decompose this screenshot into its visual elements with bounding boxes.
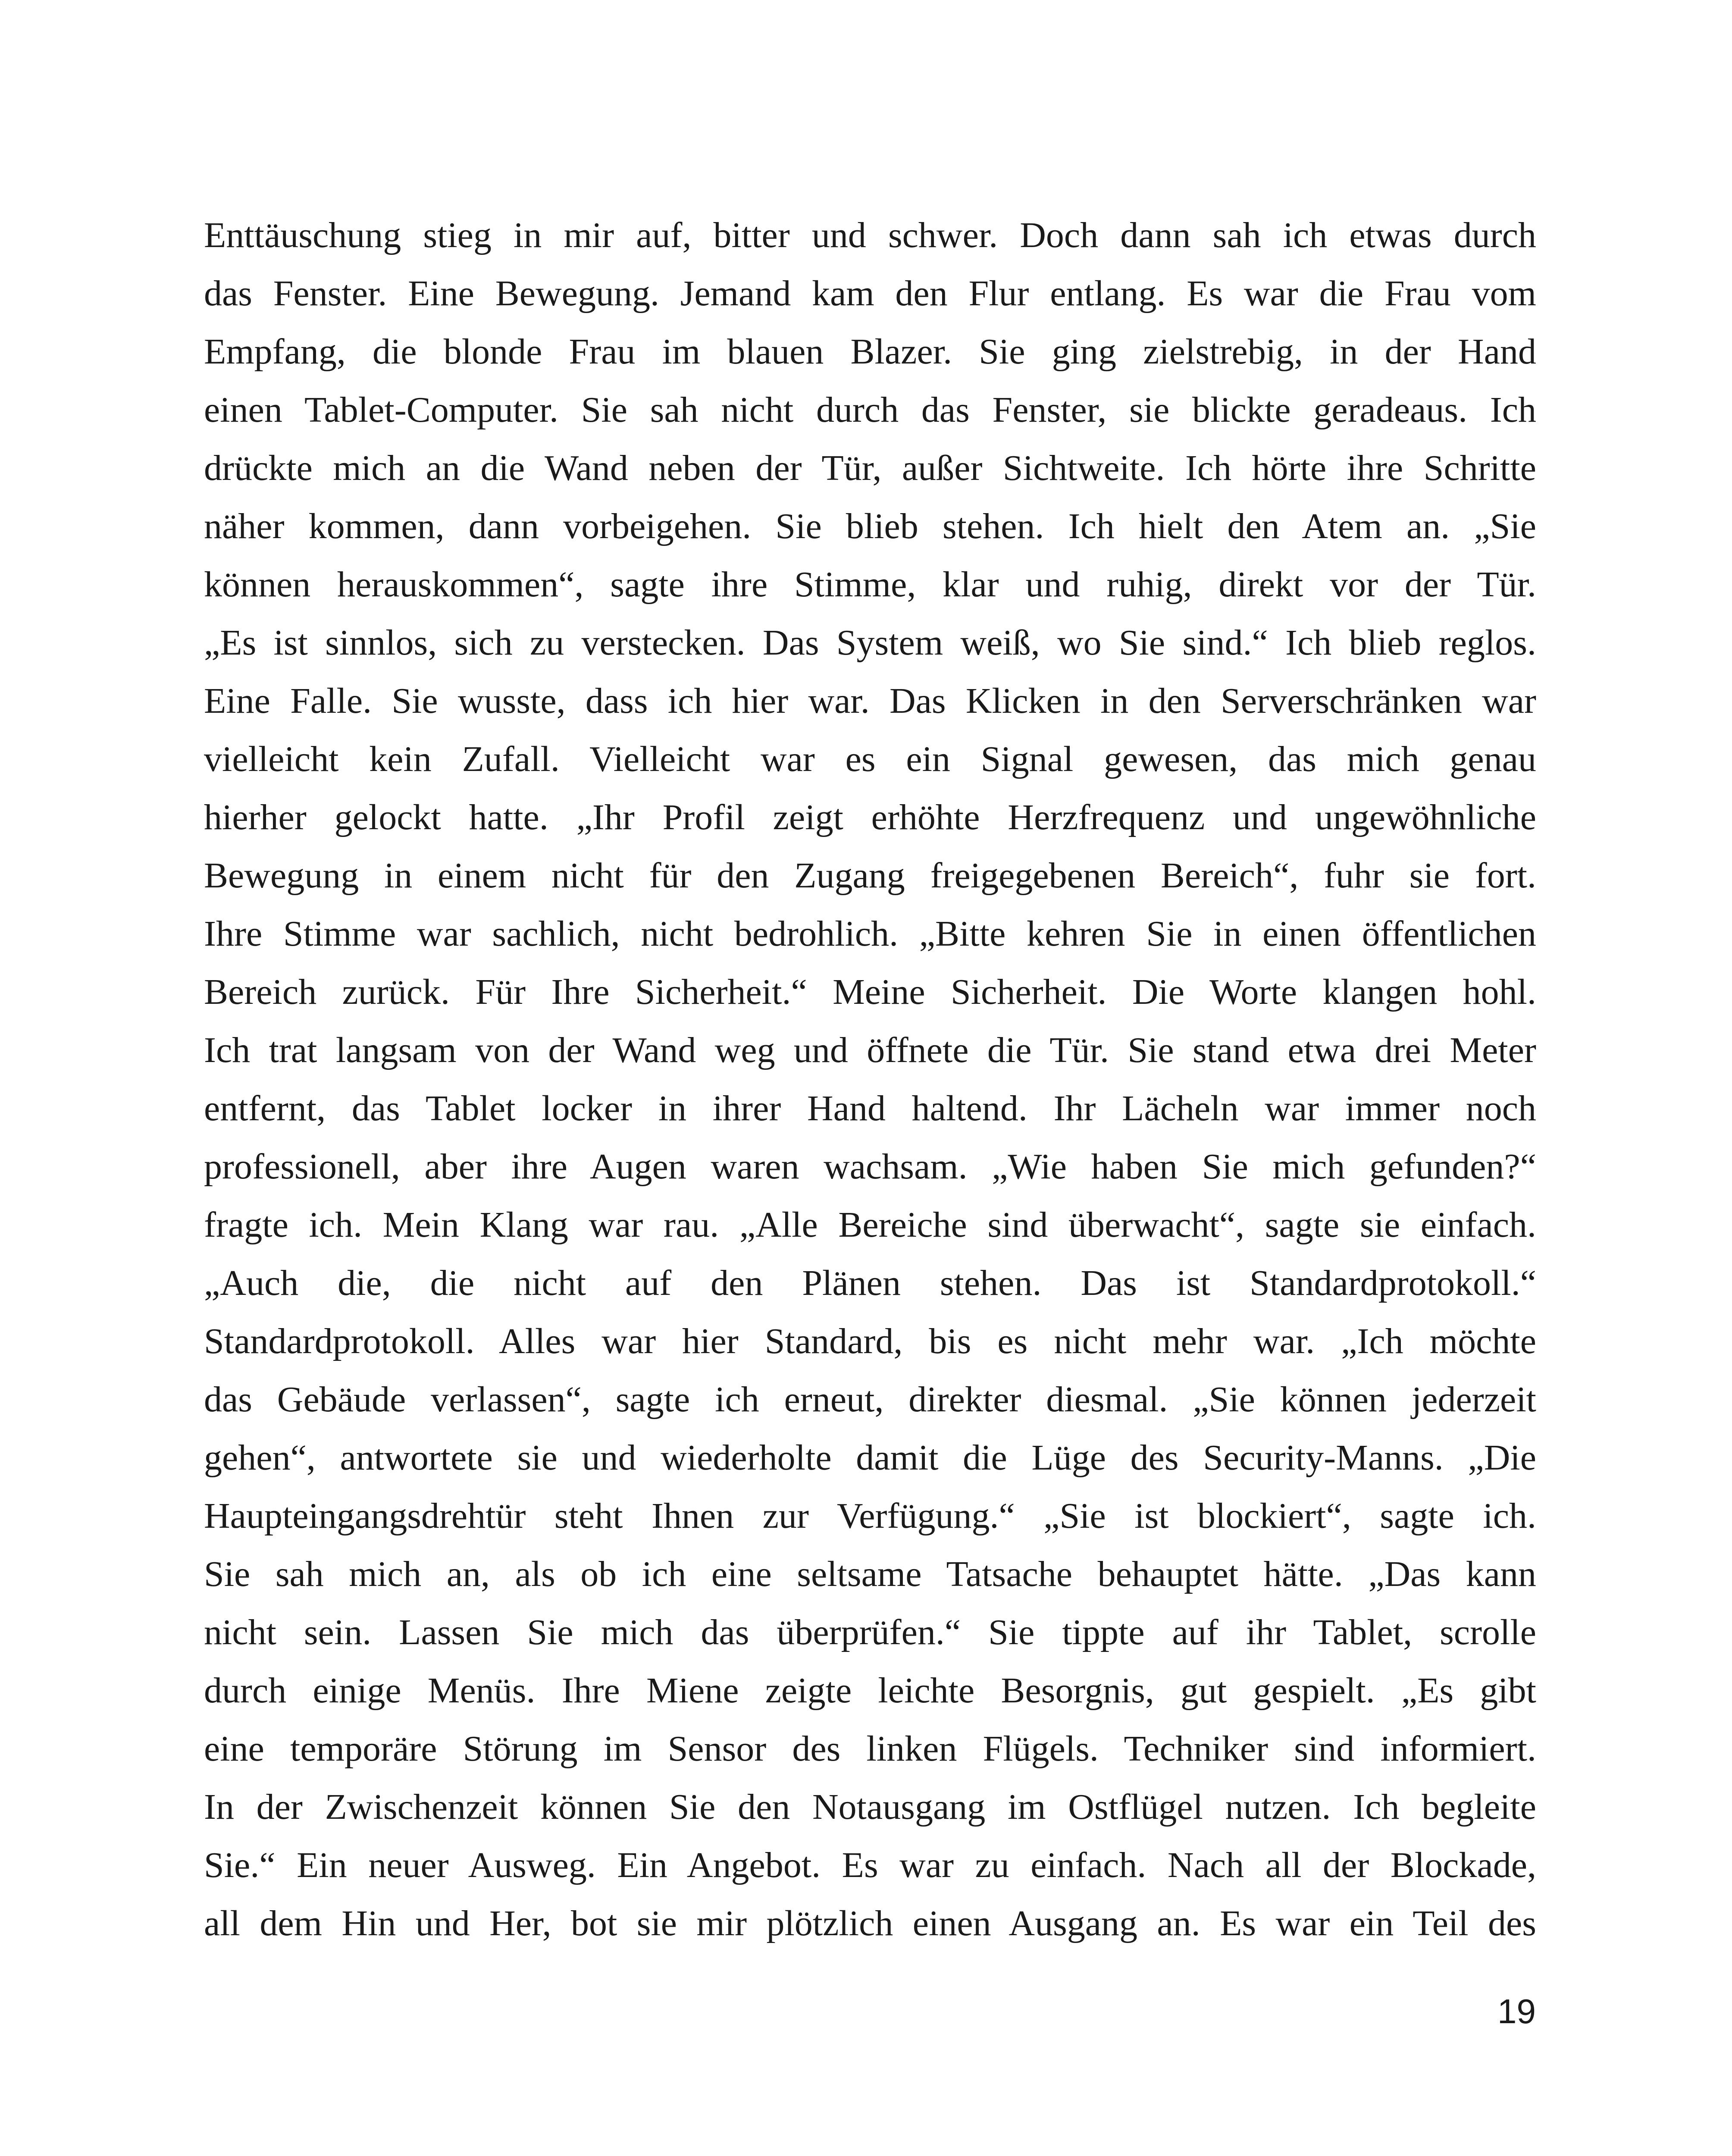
text-line: Eine Falle. Sie wusste, dass ich hier war. Das Klicken in den Serverschränken war xyxy=(204,681,1536,721)
text-line: gehen“, antwortete sie und wiederholte damit die Lüge des Security-Manns. „Die xyxy=(204,1438,1536,1478)
body-paragraph xyxy=(204,206,1536,1952)
text-line: professionell, aber ihre Augen waren wachsam. „Wie haben Sie mich gefunden?“ xyxy=(204,1147,1536,1187)
text-line: all dem Hin und Her, bot sie mir plötzlich einen Ausgang an. Es war ein Teil des xyxy=(204,1903,1536,1943)
text-line: durch einige Menüs. Ihre Miene zeigte leichte Besorgnis, gut gespielt. „Es gibt xyxy=(204,1670,1536,1711)
text-line: Bereich zurück. Für Ihre Sicherheit.“ Meine Sicherheit. Die Worte klangen hohl. xyxy=(204,972,1536,1012)
text-line: hierher gelockt hatte. „Ihr Profil zeigt erhöhte Herzfrequenz und ungewöhnliche xyxy=(204,797,1536,837)
text-line: Standardprotokoll. Alles war hier Standard, bis es nicht mehr war. „Ich möchte xyxy=(204,1321,1536,1361)
text-line: Empfang, die blonde Frau im blauen Blazer. Sie ging zielstrebig, in der Hand xyxy=(204,332,1536,372)
text-line: „Es ist sinnlos, sich zu verstecken. Das System weiß, wo Sie sind.“ Ich blieb reglos. xyxy=(204,623,1536,663)
text-line: eine temporäre Störung im Sensor des linken Flügels. Techniker sind informiert. xyxy=(204,1729,1536,1769)
text-line: fragte ich. Mein Klang war rau. „Alle Bereiche sind überwacht“, sagte sie einfach. xyxy=(204,1205,1536,1245)
text-line: das Fenster. Eine Bewegung. Jemand kam den Flur entlang. Es war die Frau vom xyxy=(204,273,1536,313)
text-line: näher kommen, dann vorbeigehen. Sie blieb stehen. Ich hielt den Atem an. „Sie xyxy=(204,506,1536,546)
text-line: nicht sein. Lassen Sie mich das überprüfen.“ Sie tippte auf ihr Tablet, scrolle xyxy=(204,1612,1536,1652)
text-line: In der Zwischenzeit können Sie den Notausgang im Ostflügel nutzen. Ich begleite xyxy=(204,1787,1536,1827)
text-line: entfernt, das Tablet locker in ihrer Hand haltend. Ihr Lächeln war immer noch xyxy=(204,1088,1536,1128)
text-line: Haupteingangsdrehtür steht Ihnen zur Verfügung.“ „Sie ist blockiert“, sagte ich. xyxy=(204,1496,1536,1536)
text-line: drückte mich an die Wand neben der Tür, außer Sichtweite. Ich hörte ihre Schritte xyxy=(204,448,1536,488)
text-line: „Auch die, die nicht auf den Plänen stehen. Das ist Standardprotokoll.“ xyxy=(204,1263,1536,1303)
text-line: Bewegung in einem nicht für den Zugang freigegebenen Bereich“, fuhr sie fort. xyxy=(204,856,1536,896)
text-line: Sie sah mich an, als ob ich eine seltsame Tatsache behauptet hätte. „Das kann xyxy=(204,1554,1536,1594)
text-line: das Gebäude verlassen“, sagte ich erneut, direkter diesmal. „Sie können jederzeit xyxy=(204,1379,1536,1420)
text-line: Sie.“ Ein neuer Ausweg. Ein Angebot. Es war zu einfach. Nach all der Blockade, xyxy=(204,1845,1536,1885)
text-line: Enttäuschung stieg in mir auf, bitter und schwer. Doch dann sah ich etwas durch xyxy=(204,215,1536,255)
page-number: 19 xyxy=(1497,1992,1536,2031)
text-line: vielleicht kein Zufall. Vielleicht war es ein Signal gewesen, das mich genau xyxy=(204,739,1536,779)
text-line: Ich trat langsam von der Wand weg und öffnete die Tür. Sie stand etwa drei Meter xyxy=(204,1030,1536,1070)
text-line: Ihre Stimme war sachlich, nicht bedrohlich. „Bitte kehren Sie in einen öffentlichen xyxy=(204,914,1536,954)
text-line: einen Tablet-Computer. Sie sah nicht durch das Fenster, sie blickte geradeaus. Ich xyxy=(204,390,1536,430)
text-line: können herauskommen“, sagte ihre Stimme, klar und ruhig, direkt vor der Tür. xyxy=(204,564,1536,605)
